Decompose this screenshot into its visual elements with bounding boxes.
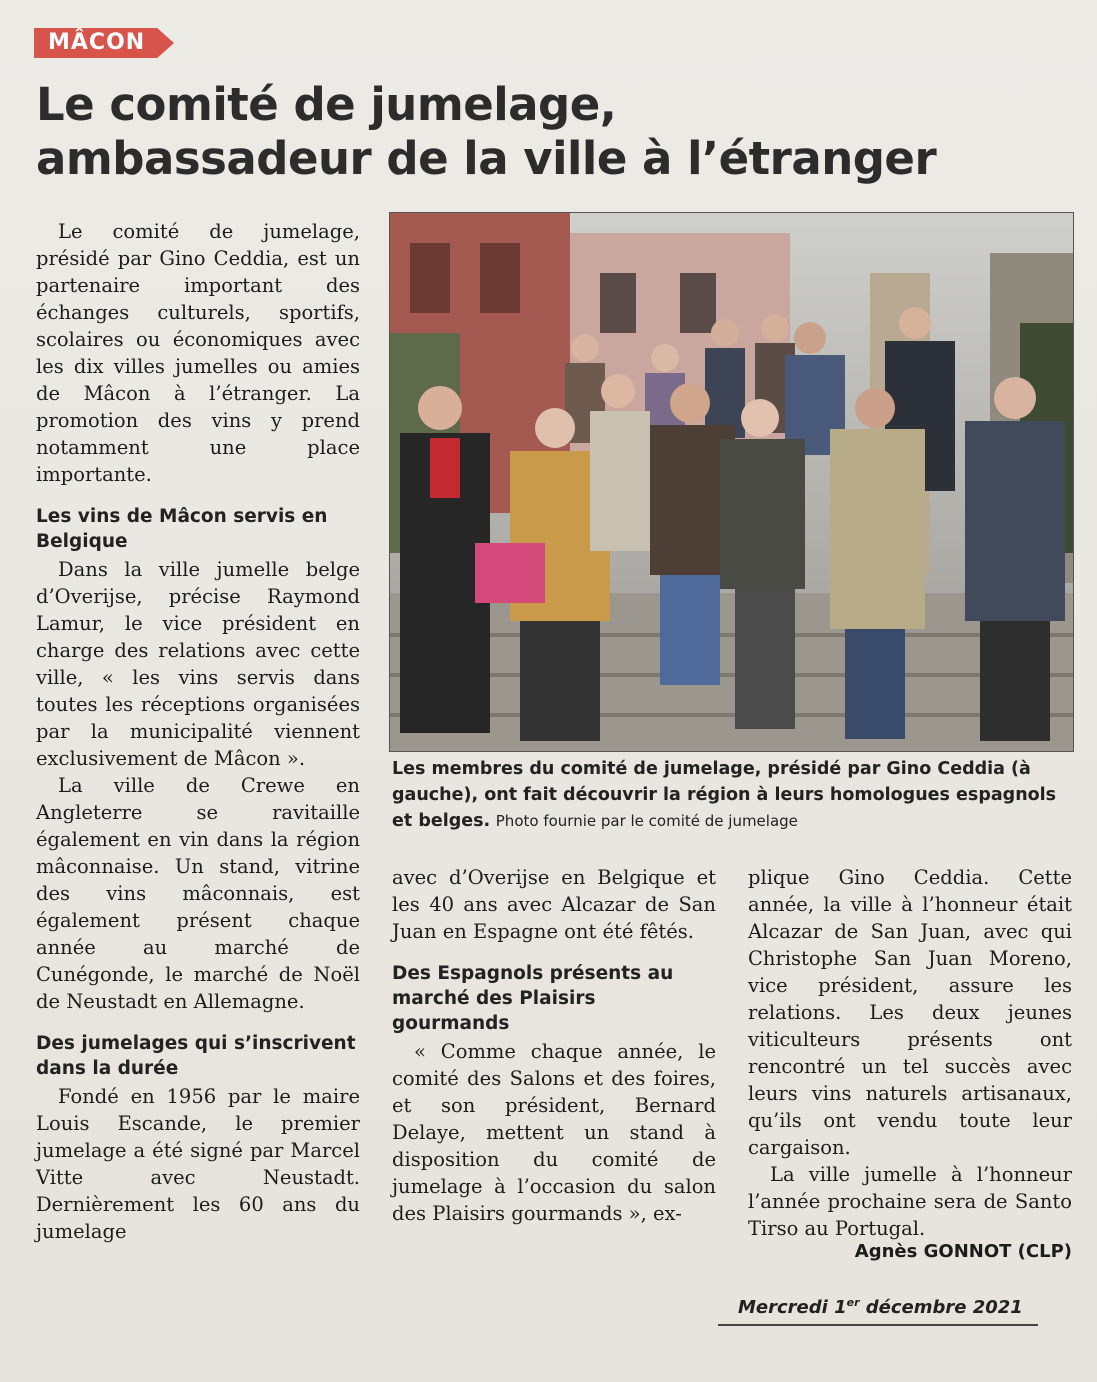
group-photo: [389, 212, 1074, 752]
photo-caption: [392, 756, 1072, 834]
group-photo-illustration: [390, 213, 1073, 751]
paragraph-alcazar: plique Gino Ceddia. Cette année, la ville à l’honneur était Alcazar de San Juan, avec qui Christophe San Juan Moreno, vice président, assure les relations. Les deux jeunes viticulteurs présents ont rencontré un tel succès avec leurs vins naturels artisanaux, qu’ils ont vendu toute leur cargaison.: [748, 866, 1072, 1159]
date-prefix: Mercredi 1: [738, 1297, 847, 1318]
article-column-2: [392, 864, 716, 1227]
headline-line-2: ambassadeur de la ville à l’étranger: [36, 132, 937, 185]
article-column-1: [36, 218, 360, 1245]
subheading-vins-belgique: Les vins de Mâcon servis en Belgique: [36, 506, 328, 552]
photo-credit: Photo fournie par le comité de jumelage: [495, 812, 798, 830]
date-ordinal: er: [846, 1296, 860, 1309]
date-suffix: décembre 2021: [859, 1297, 1023, 1318]
date-underline: [718, 1324, 1038, 1326]
paragraph-overijse: Dans la ville jumelle belge d’Overijse, précise Raymond Lamur, le vice président en charge des relations avec cette ville, « les vins servis dans toutes les réceptions organisées par la municipalité viennent exclusivement de Mâcon ».: [36, 558, 360, 770]
paragraph-anniversaires: avec d’Overijse en Belgique et les 40 ans avec Alcazar de San Juan en Espagne ont été fêtés.: [392, 866, 716, 943]
paragraph-crewe: La ville de Crewe en Angleterre se ravitaille également en vin dans la région mâconnaise. Un stand, vitrine des vins mâconnais, est également présent chaque année au marché de Cunégonde, le marché de Noël de Neustadt en Allemagne.: [36, 774, 360, 1013]
publication-date: [738, 1296, 1034, 1318]
subheading-jumelages-duree: Des jumelages qui s’inscrivent dans la durée: [36, 1033, 356, 1079]
intro-paragraph: Le comité de jumelage, présidé par Gino Ceddia, est un partenaire important des échanges culturels, sportifs, scolaires ou économiques avec les dix villes jumelles ou amies de Mâcon à l’étranger. La promotion des vins y prend notamment une place importante.: [36, 220, 360, 486]
subheading-espagnols-marche: Des Espagnols présents au marché des Plaisirs gourmands: [392, 963, 674, 1034]
author-signature: Agnès GONNOT (CLP): [854, 1241, 1072, 1262]
article-headline: [36, 78, 1056, 186]
paragraph-salon: « Comme chaque année, le comité des Salons et des foires, et son président, Bernard Delaye, mettent un stand à disposition du comité de jumelage à l’occasion du salon des Plaisirs gourmands », ex-: [392, 1040, 716, 1225]
caption-text: Les membres du comité de jumelage, présidé par Gino Ceddia (à gauche), ont fait découvrir la région à leurs homologues espagnols et belges.: [392, 759, 1057, 831]
article-column-3: [748, 864, 1072, 1242]
headline-line-1: Le comité de jumelage,: [36, 78, 617, 131]
rubric-label: MÂCON: [48, 30, 146, 55]
paragraph-santo-tirso: La ville jumelle à l’honneur l’année prochaine sera de Santo Tirso au Portugal.: [748, 1163, 1072, 1240]
paragraph-fondation: Fondé en 1956 par le maire Louis Escande, le premier jumelage a été signé par Marcel Vitte avec Neustadt. Dernièrement les 60 ans du jumelage: [36, 1085, 360, 1243]
